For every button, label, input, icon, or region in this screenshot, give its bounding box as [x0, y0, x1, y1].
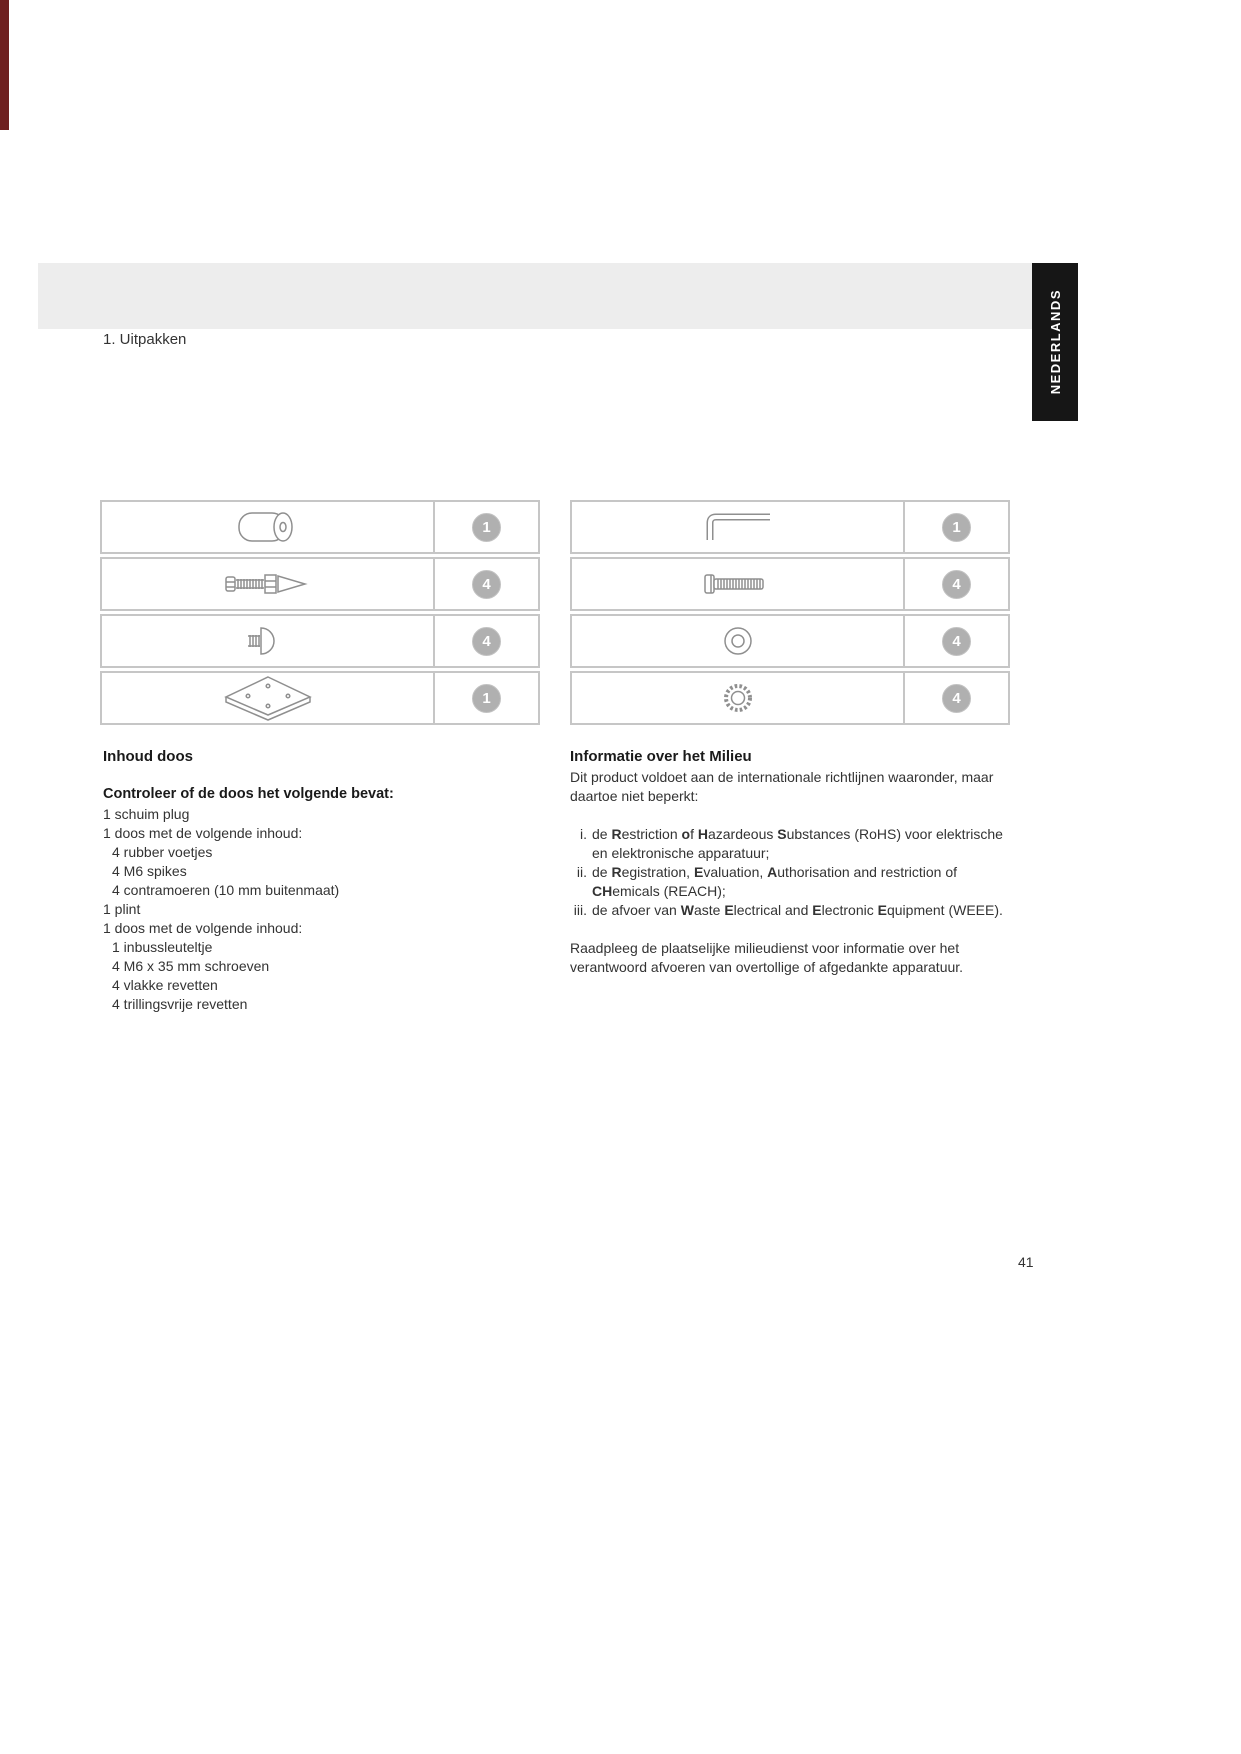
list-item: 4 M6 spikes [112, 863, 187, 879]
screw-icon [701, 571, 775, 597]
qty-badge: 4 [942, 570, 971, 599]
table-row [570, 557, 1010, 611]
part-qty-cell [905, 616, 1008, 666]
list-item [570, 901, 1010, 920]
binding-mark [0, 0, 9, 130]
table-row [570, 671, 1010, 725]
qty-badge: 4 [942, 684, 971, 713]
list-item: 4 vlakke revetten [112, 977, 218, 993]
rubber-foot-icon [240, 624, 296, 658]
part-illustration [572, 616, 905, 666]
language-tab [1032, 263, 1078, 421]
list-marker: i. [580, 826, 587, 842]
part-illustration [572, 502, 905, 552]
part-illustration [572, 673, 905, 723]
part-qty-cell [435, 559, 538, 609]
contents-subheading: Controleer of de doos het volgende bevat: [103, 786, 394, 802]
part-qty-cell [905, 673, 1008, 723]
spike-with-locknut-icon [223, 571, 313, 597]
list-item: 1 doos met de volgende inhoud: [103, 825, 303, 841]
table-row [570, 614, 1010, 668]
section-title: 1. Uitpakken [103, 331, 187, 348]
list-item: 4 rubber voetjes [112, 844, 213, 860]
table-row [100, 614, 540, 668]
list-marker: ii. [576, 864, 587, 880]
part-qty-cell [435, 616, 538, 666]
part-qty-cell [435, 673, 538, 723]
list-text: de Restriction of Hazardeous Substances (RoHS) voor elektrische en elektronische apparatuur; [592, 826, 1003, 861]
table-row [570, 500, 1010, 554]
qty-badge: 4 [942, 627, 971, 656]
part-illustration [102, 559, 435, 609]
environment-list [570, 825, 1010, 920]
list-item: 4 M6 x 35 mm schroeven [112, 958, 270, 974]
list-item [570, 863, 1010, 901]
list-item: 1 inbussleuteltje [112, 939, 213, 955]
list-item: 1 doos met de volgende inhoud: [103, 920, 303, 936]
plinth-icon [222, 673, 314, 723]
list-item [570, 825, 1010, 863]
language-tab-label: NEDERLANDS [1047, 289, 1063, 395]
list-item: 1 schuim plug [103, 806, 190, 822]
parts-table-left [100, 500, 540, 728]
part-illustration [572, 559, 905, 609]
page-number: 41 [1018, 1254, 1034, 1270]
list-text: de afvoer van Waste Electrical and Electronic Equipment (WEEE). [592, 902, 1003, 918]
table-row [100, 500, 540, 554]
qty-badge: 1 [472, 684, 501, 713]
table-row [100, 557, 540, 611]
part-qty-cell [905, 559, 1008, 609]
part-illustration [102, 673, 435, 723]
part-qty-cell [905, 502, 1008, 552]
header-band [38, 263, 1032, 329]
table-row [100, 671, 540, 725]
part-illustration [102, 616, 435, 666]
environment-intro: Dit product voldoet aan de internationale richtlijnen waaronder, maar daartoe niet beperkt: [570, 769, 994, 804]
list-item: 4 contramoeren (10 mm buitenmaat) [112, 882, 340, 898]
contents-list [103, 805, 543, 1014]
hex-key-icon [698, 510, 778, 544]
list-item: 4 trillingsvrije revetten [112, 996, 248, 1012]
environment-footer: Raadpleeg de plaatselijke milieudienst voor informatie over het verantwoord afvoeren van overtollige of afgedankte apparatuur. [570, 940, 964, 975]
flat-washer-icon [720, 623, 756, 659]
list-marker: iii. [573, 902, 587, 918]
qty-badge: 1 [942, 513, 971, 542]
qty-badge: 1 [472, 513, 501, 542]
parts-table-right [570, 500, 1010, 728]
qty-badge: 4 [472, 570, 501, 599]
box-contents-section [103, 747, 543, 1014]
part-illustration [102, 502, 435, 552]
qty-badge: 4 [472, 627, 501, 656]
part-qty-cell [435, 502, 538, 552]
list-item: 1 plint [103, 901, 141, 917]
lock-washer-icon [720, 680, 756, 716]
list-text: de Registration, Evaluation, Authorisation and restriction of CHemicals (REACH); [592, 864, 958, 899]
contents-heading: Inhoud doos [103, 748, 193, 765]
environment-heading: Informatie over het Milieu [570, 748, 752, 765]
environment-section [570, 747, 1010, 991]
foam-plug-icon [233, 508, 303, 546]
